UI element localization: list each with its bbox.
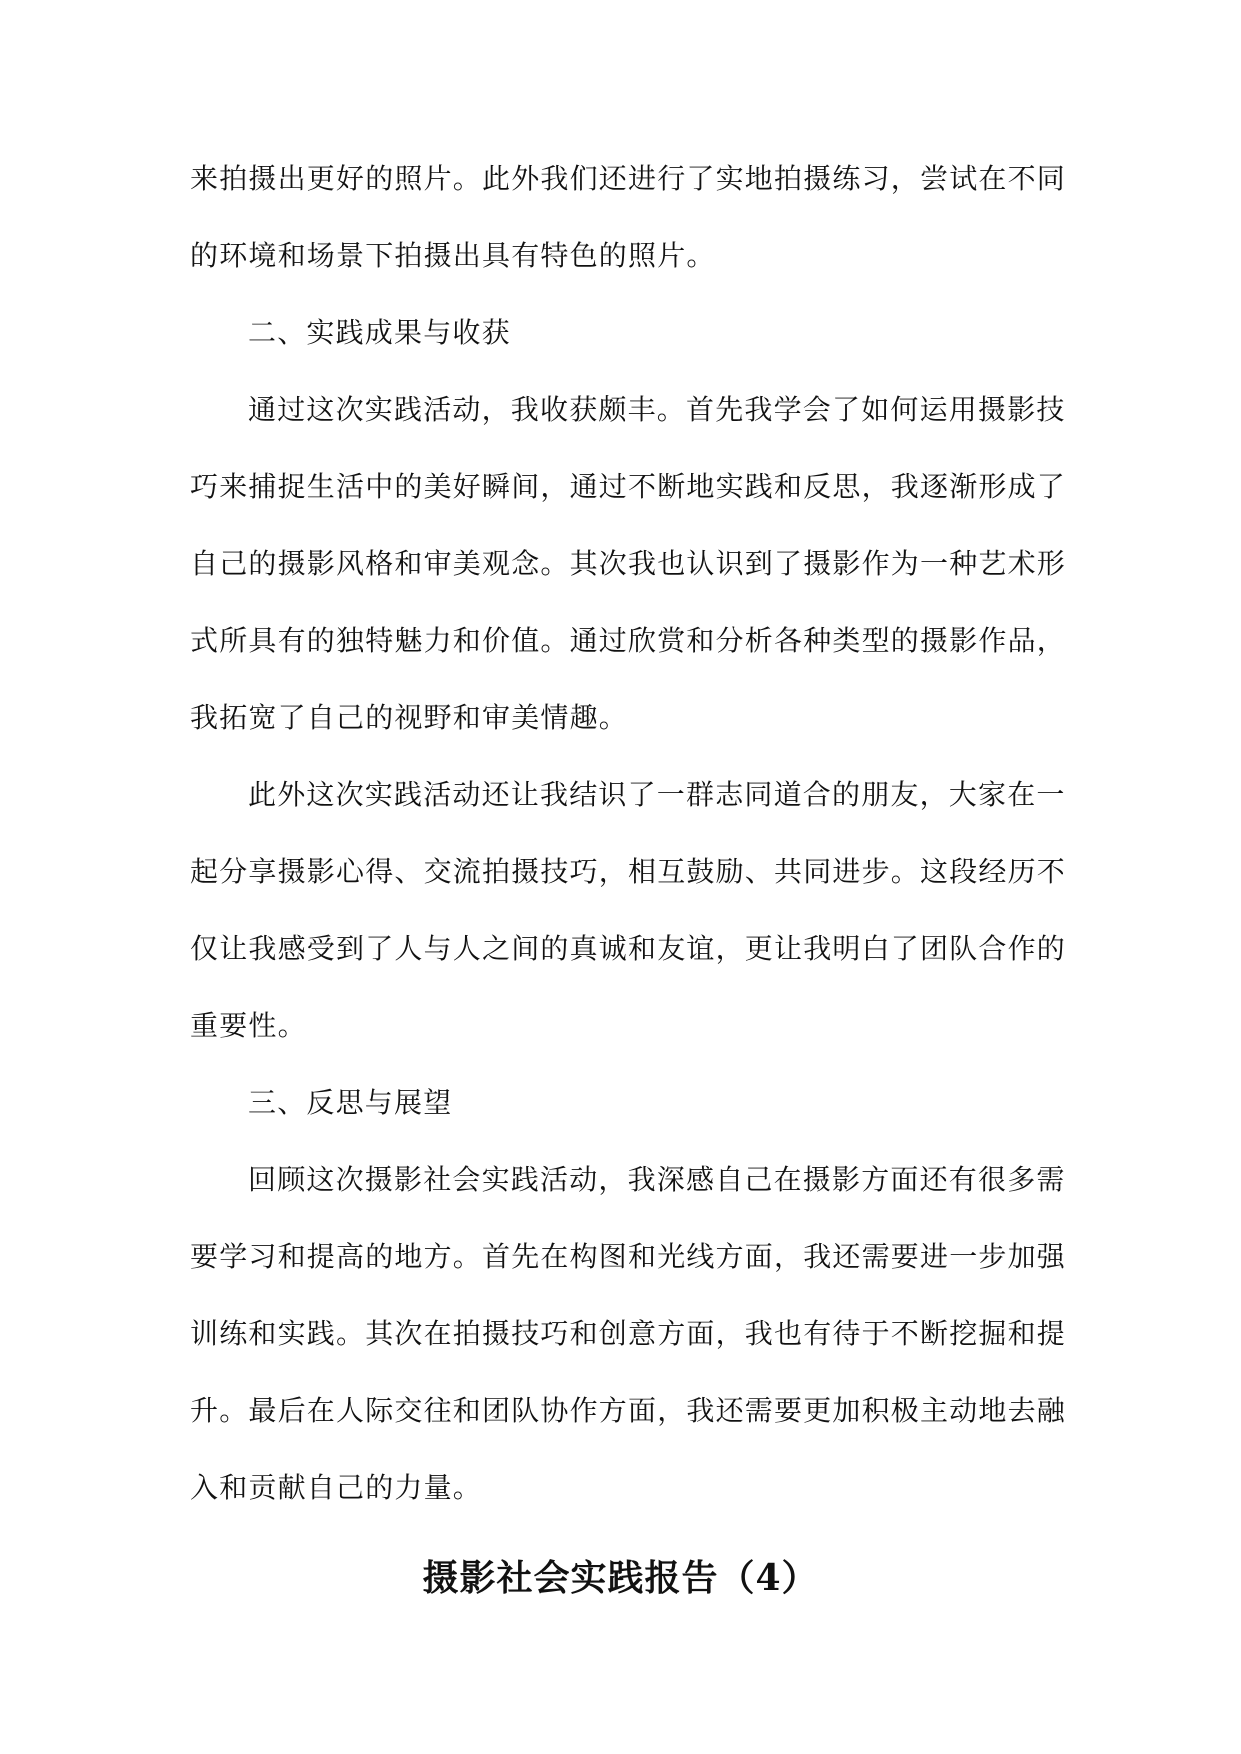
text-line: 的环境和场景下拍摄出具有特色的照片。 bbox=[190, 239, 716, 272]
text-line: 要学习和提高的地方。首先在构图和光线方面，我还需要进一步加强 bbox=[190, 1240, 1067, 1273]
section-heading-3: 三、反思与展望 bbox=[248, 1086, 453, 1119]
section-heading-2: 二、实践成果与收获 bbox=[248, 316, 511, 349]
paragraph-start: 回顾这次摄影社会实践活动，我深感自己在摄影方面还有很多需 bbox=[248, 1163, 1066, 1196]
text-line: 仅让我感受到了人与人之间的真诚和友谊，更让我明白了团队合作的 bbox=[190, 932, 1067, 965]
section-title: 摄影社会实践报告（4） bbox=[422, 1557, 819, 1599]
text-line: 来拍摄出更好的照片。此外我们还进行了实地拍摄练习，尝试在不同 bbox=[190, 162, 1067, 195]
text-line: 式所具有的独特魅力和价值。通过欣赏和分析各种类型的摄影作品， bbox=[190, 624, 1067, 657]
text-line: 训练和实践。其次在拍摄技巧和创意方面，我也有待于不断挖掘和提 bbox=[190, 1317, 1067, 1350]
paragraph-start: 通过这次实践活动，我收获颇丰。首先我学会了如何运用摄影技 bbox=[248, 393, 1066, 426]
text-line: 我拓宽了自己的视野和审美情趣。 bbox=[190, 701, 629, 734]
text-line: 起分享摄影心得、交流拍摄技巧，相互鼓励、共同进步。这段经历不 bbox=[190, 855, 1067, 888]
text-line: 巧来捕捉生活中的美好瞬间，通过不断地实践和反思，我逐渐形成了 bbox=[190, 470, 1067, 503]
body-text bbox=[190, 140, 1067, 1526]
text-line: 入和贡献自己的力量。 bbox=[190, 1471, 483, 1504]
text-line: 重要性。 bbox=[190, 1009, 307, 1042]
paragraph-start: 此外这次实践活动还让我结识了一群志同道合的朋友，大家在一 bbox=[248, 778, 1066, 811]
text-line: 自己的摄影风格和审美观念。其次我也认识到了摄影作为一种艺术形 bbox=[190, 547, 1067, 580]
text-line: 升。最后在人际交往和团队协作方面，我还需要更加积极主动地去融 bbox=[190, 1394, 1067, 1427]
